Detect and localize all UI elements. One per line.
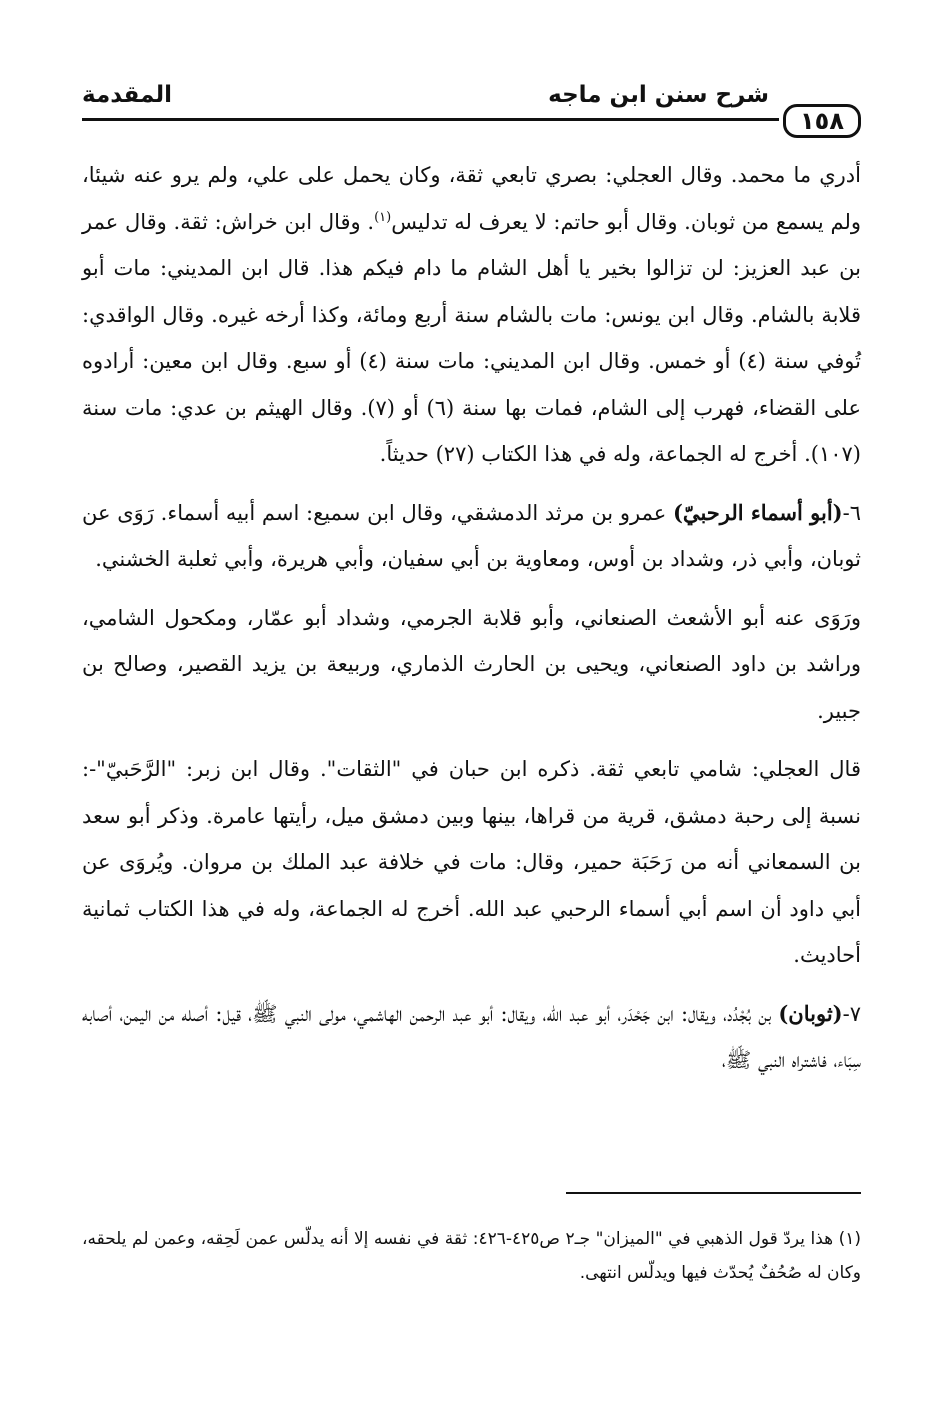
main-text [82,152,861,1096]
footnotes [82,1222,861,1290]
page-number: ١٥٨ [783,104,861,138]
section-title: المقدمة [82,82,172,108]
paragraph-5 [82,991,861,1084]
footnote-1: (١) هذا يردّ قول الذهبي في "الميزان" جـ٢ ص٤٢٥-٤٢٦: ثقة في نفسه إلا أنه يدلّس عمن لَحِقه، وعمن لم يلحقه، وكان له صُحُفٌ يُحدّث فيها ويدلّس انتهى. [82,1229,861,1283]
paragraph-5-text: بن بُجْدُد، ويقال: ابن جَحْدَر، أبو عبد الله، ويقال: أبو عبد الرحمن الهاشمي، مولى النبي ﷺ، قيل: أصله من اليمن، أصابه سِبَاء، فاشتراه النبي ﷺ، [82,1001,861,1072]
entry-number: ٧- [842,1001,861,1026]
paragraph-4: قال العجلي: شامي تابعي ثقة. ذكره ابن حبان في "الثقات". وقال ابن زبر: "الرَّحَبيّ"-: نسبة إلى رحبة دمشق، قرية من قراها، بينها وبين دمشق ميل، رأيتها عامرة. وذكر أبو سعد بن السمعاني أنه من رَحَبَة حمير، وقال: مات في خلافة عبد الملك بن مروان. ويُروَى عن أبي داود أن اسم أبي أسماء الرحبي عبد الله. أخرج له الجماعة، وله في هذا الكتاب ثمانية أحاديث. [82,757,862,967]
paragraph-1-text: أدري ما محمد. وقال العجلي: بصري تابعي ثقة، وكان يحمل على علي، ولم يرو عنه شيئا، ولم يسمع من ثوبان. وقال أبو حاتم: لا يعرف له تدليس [82,163,861,234]
paragraph-2-text: عمرو بن مرثد الدمشقي، وقال ابن سميع: اسم أبيه أسماء. رَوَى عن ثوبان، وأبي ذر، وشداد بن أوس، ومعاوية بن أبي سفيان، وأبي هريرة، وأبي ثعلبة الخشني. [82,500,861,571]
entry-name: (ثوبان) [778,1000,843,1026]
footnote-rule [566,1192,861,1194]
paragraph-1-cont: . وقال ابن خراش: ثقة. وقال عمر بن عبد العزيز: لن تزالوا بخير يا أهل الشام ما دام فيكم هذا. قال ابن المديني: مات أبو قلابة بالشام. وقال ابن يونس: مات بالشام سنة أربع ومائة، وكذا أرخه غيره. وقال الواقدي: تُوفي سنة (٤) أو خمس. وقال ابن المديني: مات سنة (٤) أو سبع. وقال ابن معين: أرادوه على القضاء، فهرب إلى الشام، فمات بها سنة (٦) أو (٧). وقال الهيثم بن عدي: مات سنة (١٠٧). أخرج له الجماعة، وله في هذا الكتاب (٢٧) حديثاً. [82,209,861,466]
header-rule [82,118,779,121]
paragraph-1 [82,152,861,478]
entry-name: (أبو أسماء الرحبيّ) [673,499,843,525]
page-header [82,76,861,140]
entry-number: ٦- [842,500,861,525]
paragraph-2 [82,490,861,583]
paragraph-3: ورَوَى عنه أبو الأشعث الصنعاني، وأبو قلابة الجرمي، وشداد أبو عمّار، ومكحول الشامي، وراشد بن داود الصنعاني، ويحيى بن الحارث الذماري، وربيعة بن يزيد القصير، وصالح بن جبير. [82,605,861,723]
book-title: شرح سنن ابن ماجه [548,82,769,108]
footnote-ref: (١) [374,209,392,225]
